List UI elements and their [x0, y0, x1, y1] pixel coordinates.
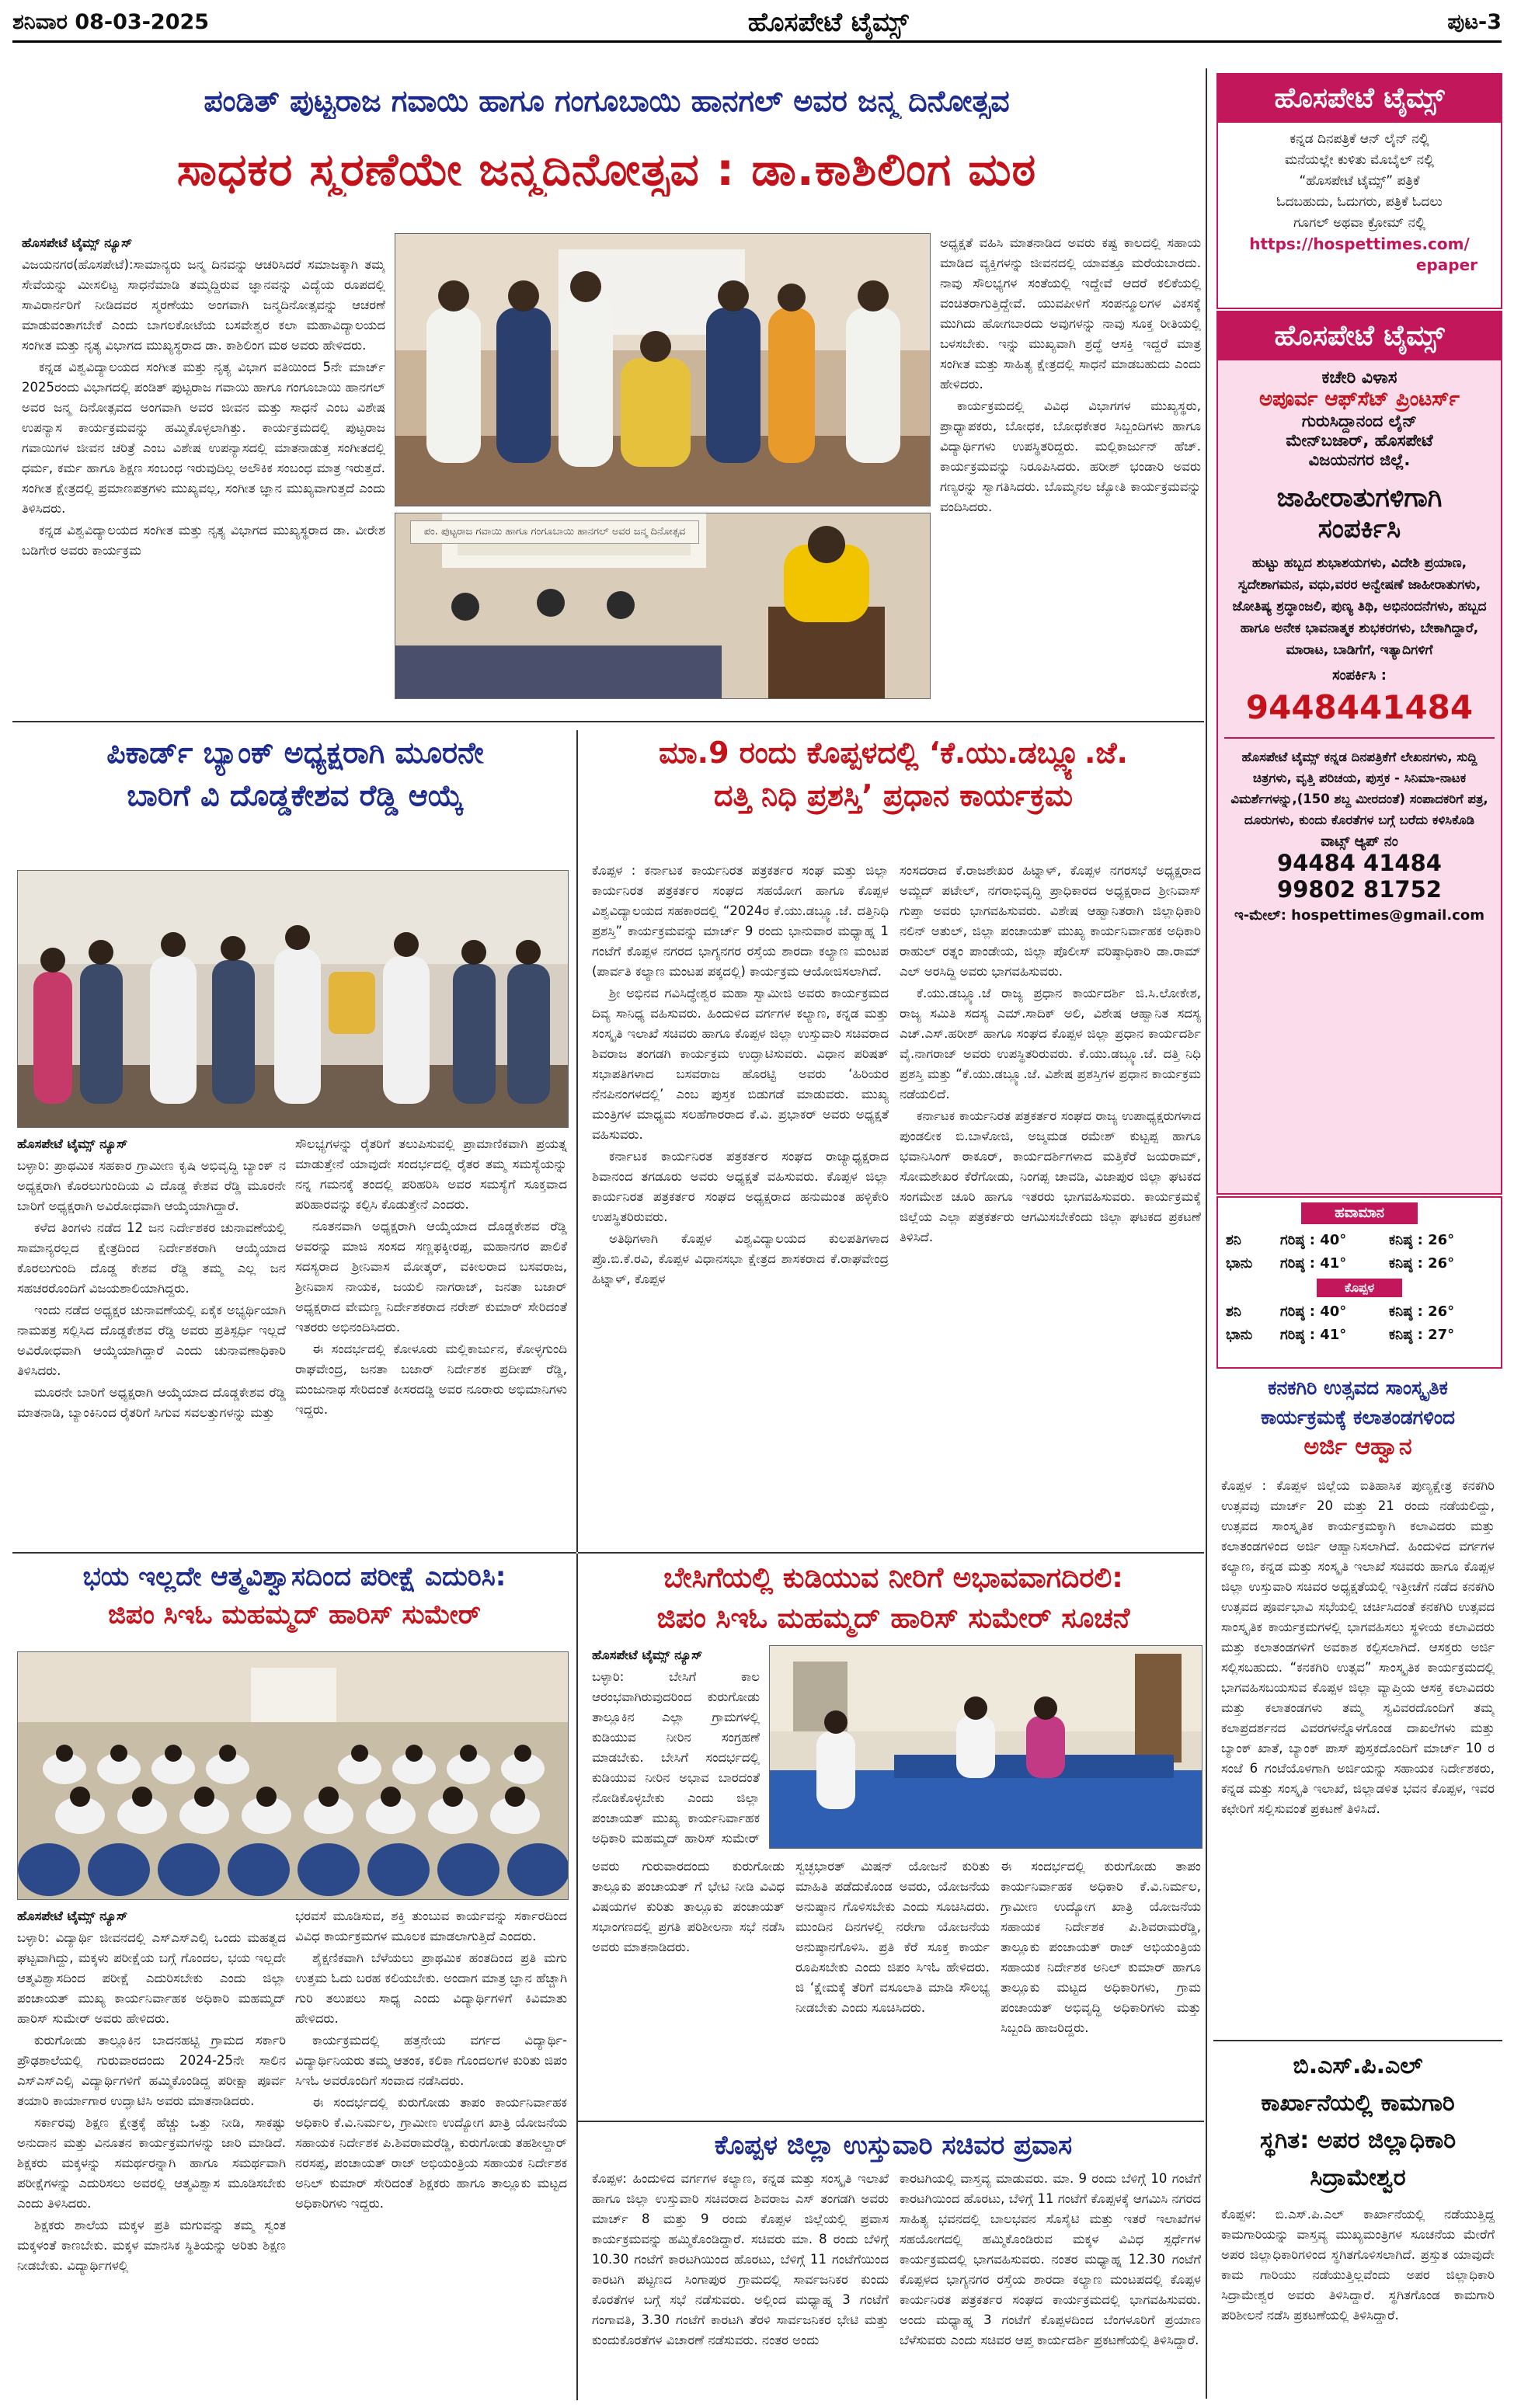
article8-para: ಕೊಪ್ಪಳ: ಬಿ.ಎಸ್.ಪಿ.ಎಲ್ ಕಾರ್ಖಾನೆಯಲ್ಲಿ ನಡೆಯುತ್ತಿದ್ದ ಕಾಮಗಾರಿಯನ್ನು ವಾಸ್ತವ್ಯ ಮುಖ್ಯಮಂತ್ರಿಗಳ ಸೂಚನೆಯ ಮೇರೆಗೆ ಅಪರ ಜಿಲ್ಲಾಧಿಕಾರಿಗಳಿಂದ ಸ್ಥಗಿತಗೊಳಿಸಲಾಗಿದೆ. ಪ್ರಸ್ತುತ ಯಾವುದೇ ಕಾಮ ಗಾರಿಯು ನಡೆಯುತ್ತಿಲ್ಲವೆಂದು ಅಪರ ಜಿಲ್ಲಾಧಿಕಾರಿ ಸಿದ್ರಾಮೇಶ್ವರ ಅವರು ತಿಳಿಸಿದ್ದಾರೆ. ಸ್ಥಗಿತಗೊಂಡ ಕಾಮಗಾರಿ ಪರಿಶೀಲನೆ ನಡೆಸಿ ಪ್ರಕಟಣೆಯಲ್ಲಿ ತಿಳಿಸಿದ್ದಾರೆ. — [1221, 2207, 1495, 2323]
ads-list: ಹುಟ್ಟು ಹಬ್ಬದ ಶುಭಾಶಯಗಳು, ವಿದೇಶಿ ಪ್ರಯಾಣ, ಸ್ವದೇಶಾಗಮನ, ವಧು,ವರರ ಅನ್ವೇಷಣೆ ಜಾಹೀರಾತುಗಳು, ಜೋತಿಷ್ಯ ಶ್ರದ್ಧಾಂಜಲಿ, ಪುಣ್ಯ ತಿಥಿ, ಅಭಿನಂದನೆಗಳು, ಹಬ್ಬದ ಹಾಗೂ ಅನೇಕ ಭಾವನಾತ್ಮಕ ಶುಭಕರಗಳು, ಬೇಕಾಗಿದ್ದಾರೆ, ಮಾರಾಟ, ಬಾಡಿಗೆಗೆ, ಇತ್ಯಾದಿಗಳಿಗೆ — [1232, 555, 1487, 658]
article4-headline — [12, 1558, 576, 1635]
article3-para: ಸಂಸದರಾದ ಕೆ.ರಾಜಶೇಖರ ಹಿಟ್ನಾಳ್, ಕೊಪ್ಪಳ ನಗರಸಭೆ ಅಧ್ಯಕ್ಷರಾದ ಅಮ್ಜದ್ ಪಟೇಲ್, ನಗರಾಭಿವೃದ್ಧಿ ಪ್ರಾಧಿಕಾರದ ಅಧ್ಯಕ್ಷರಾದ ಶ್ರೀನಿವಾಸ್ ಗುಪ್ತಾ ಅವರು ಭಾಗವಹಿಸುವರು. ವಿಶೇಷ ಆಹ್ವಾನಿತರಾಗಿ ಜಿಲ್ಲಾಧಿಕಾರಿ ನಲಿನ್ ಅತುಲ್, ಜಿಲ್ಲಾ ಪಂಚಾಯತ್ ಮುಖ್ಯ ಕಾರ್ಯನಿರ್ವಾಹಕ ಅಧಿಕಾರಿ ರಾಹುಲ್ ರತ್ನಂ ಪಾಂಡೇಯ, ಜಿಲ್ಲಾ ಪೊಲೀಸ್ ವರಿಷ್ಠಾಧಿಕಾರಿ ಡಾ.ರಾಮ್ ಎಲ್ ಅರಸಿದ್ದಿ ಅವರು ಭಾಗವಹಿಸುವರು. — [900, 863, 1201, 979]
page-number: ಪುಟ-3 — [1447, 10, 1502, 34]
epaper-line: ಓದಬಹುದು, ಓದುಗರು, ಪತ್ರಿಕೆ ಓದಲು — [1276, 194, 1443, 210]
article4-column2 — [295, 1906, 567, 2396]
article5-para: ಸ್ವಚ್ಛಭಾರತ್ ಮಿಷನ್ ಯೋಜನೆ ಕುರಿತು ಮಾಹಿತಿ ಪಡೆದುಕೊಂಡ ಅವರು, ಯೋಜನೆಯ ಅನುಷ್ಠಾನ ಗೊಳಿಸಬೇಕು ಎಂದು ಸೂಚಿಸಿದರು. ಮುಂದಿನ ದಿನಗಳಲ್ಲಿ ನರೇಗಾ ಯೋಜನೆಯ ಅನುಷ್ಠಾನಗೊಳಿಸಿ. ಪ್ರತಿ ಕೆರೆ ಸೂಕ್ತ ಕಾರ್ಯ ರೂಪಿಸಬೇಕು ಎಂದು ಜಿಪಂ ಸಿಇಓ ಹೇಳಿದರು. ಜಿ ‘ಕ್ಷೇಮಕ್ಕೆ ತೆರಿಗೆ ವಸೂಲಾತಿ ಮಾಡಿ ಸೌಲಭ್ಯ ನೀಡಬೇಕು ಎಂದು ಸೂಚಿಸಿದರು. — [795, 1859, 990, 2015]
weather-row — [1226, 1252, 1493, 1275]
epaper-line: ಗೂಗಲ್ ಅಥವಾ ಕ್ರೋಮ್ ನಲ್ಲಿ — [1293, 215, 1425, 231]
article5-photo — [769, 1645, 1202, 1849]
article5-para: ಈ ಸಂದರ್ಭದಲ್ಲಿ ಕುರುಗೋಡು ತಾಪಂ ಕಾರ್ಯನಿರ್ವಾಹಕ ಅಧಿಕಾರಿ ಕೆ.ವಿ.ನಿರ್ಮಲ, ಗ್ರಾಮೀಣ ಉದ್ಯೋಗ ಖಾತ್ರಿ ಯೋಜನೆಯ ಸಹಾಯಕ ನಿರ್ದೇಶಕ ಪಿ.ಶಿವರಾಮರೆಡ್ಡಿ, ತಾಲ್ಲೂಕು ಪಂಚಾಯತ್ ರಾಜ್ ಅಭಿಯಂತ್ರಿಯ ಸಹಾಯಕ ನಿರ್ದೇಶಕ ಅನಿಲ್ ಕುಮಾರ್ ಹಾಗೂ ತಾಲ್ಲೂಕು ಮಟ್ಟದ ಅಧಿಕಾರಿಗಳು, ಗ್ರಾಮ ಪಂಚಾಯತ್ ಅಭಿವೃದ್ಧಿ ಅಧಿಕಾರಿಗಳು ಮತ್ತು ಸಿಬ್ಬಂದಿ ಹಾಜರಿದ್ದರು. — [1001, 1859, 1201, 2035]
article3-headline-line2: ದತ್ತಿ ನಿಧಿ ಪ್ರಶಸ್ತಿ’ ಪ್ರಧಾನ ಕಾರ್ಯಕ್ರಮ — [713, 778, 1074, 813]
article6-column2 — [900, 2169, 1201, 2397]
address-line: ಮೇನ್‌ಬಜಾರ್, ಹೊಸಪೇಟೆ — [1286, 431, 1433, 450]
article3-para: ಕೆ.ಯು.ಡಬ್ಲ್ಯೂ.ಜೆ ರಾಜ್ಯ ಪ್ರಧಾನ ಕಾರ್ಯದರ್ಶಿ ಜಿ.ಸಿ.ಲೋಕೇಶ, ರಾಜ್ಯ ಸಮಿತಿ ಸದಸ್ಯ ಎಮ್.ಸಾದಿಕ್ ಅಲಿ, ವಿಶೇಷ ಆಹ್ವಾನಿತ ಸದಸ್ಯ ಎಚ್.ಎಸ್.ಹರೀಶ್ ಹಾಗೂ ಸಂಘದ ಕೊಪ್ಪಳ ಜಿಲ್ಲಾ ಪ್ರಧಾನ ಕಾರ್ಯದರ್ಶಿ ವೈ.ನಾಗರಾಜ್ ಅವರು ಉಪಸ್ಥಿತರಿರುವರು. ಕೆ.ಯು.ಡಬ್ಲ್ಯೂ.ಜೆ. ದತ್ತಿ ನಿಧಿ ಪ್ರಶಸ್ತಿ ಮತ್ತು “ಕೆ.ಯು.ಡಬ್ಲ್ಯೂ.ಜೆ. ವಿಶೇಷ ಪ್ರಶಸ್ತಿಗಳ ಪ್ರಧಾನ ಕಾರ್ಯಕ್ರಮ ನಡೆಯಲಿದೆ. — [900, 986, 1201, 1101]
weather-day: ಭಾನು — [1226, 1327, 1253, 1343]
article8-headline-line1: ಬಿ.ಎಸ್.ಪಿ.ಎಲ್ — [1293, 2052, 1423, 2079]
article1-photo-banner: ಪಂ. ಪುಟ್ಟರಾಜ ಗವಾಯಿ ಹಾಗೂ ಗಂಗೂಬಾಯಿ ಹಾನಗಲ್ ಅವರ ಜನ್ಮ ದಿನೋತ್ಸವ — [410, 520, 699, 544]
weather-day: ಶನಿ — [1226, 1303, 1241, 1320]
article6-para: ಕೊಪ್ಪಳ: ಹಿಂದುಳಿದ ವರ್ಗಗಳ ಕಲ್ಯಾಣ, ಕನ್ನಡ ಮತ್ತು ಸಂಸ್ಕೃತಿ ಇಲಾಖೆ ಹಾಗೂ ಜಿಲ್ಲಾ ಉಸ್ತುವಾರಿ ಸಚಿವರಾದ ಶಿವರಾಜ ಎಸ್ ತಂಗಡಗಿ ಅವರು ಮಾರ್ಚ್ 8 ಮತ್ತು 9 ರಂದು ಕೊಪ್ಪಳ ಜಿಲ್ಲೆಯಲ್ಲಿ ಪ್ರವಾಸ ಕಾರ್ಯಕ್ರಮವನ್ನು ಹಮ್ಮಿಕೊಂಡಿದ್ದಾರೆ. ಸಚಿವರು ಮಾ. 8 ರಂದು ಬೆಳಿಗ್ಗೆ 10.30 ಗಂಟೆಗೆ ಕಾರಟಗಿಯಿಂದ ಹೊರಟು, ಬೆಳಿಗ್ಗೆ 11 ಗಂಟೆಗೆಯಿಂದ ಕಾರಟಗಿ ಪಟ್ಟಣದ ಸಿಂಗಾಪುರ ಗ್ರಾಮದಲ್ಲಿ ಸಾರ್ವಜನಿಕರ ಕುಂದು ಕೊರತೆಗಳ ಬಗ್ಗೆ ಸಭೆ ನಡೆಸುವರು. ಅಲ್ಲಿಂದ ಮಧ್ಯಾಹ್ನ 3 ಗಂಟೆಗೆ ಗಂಗಾವತಿ, 3.30 ಗಂಟೆಗೆ ಕಾರಟಗಿ ತೆರಳಿ ಸಾರ್ವಜನಿಕರ ಭೇಟಿ ಮತ್ತು ಕುಂದುಕೊರತೆಗಳ ವಿಚಾರಣೆ ನಡೆಸುವರು. ನಂತರ ಅಂದು — [592, 2171, 889, 2347]
classroom-photo-image — [18, 1652, 568, 1899]
paper-name: ಹೊಸಪೇಟೆ ಟೈಮ್ಸ್ — [747, 7, 909, 38]
office-title: ಕಚೇರಿ ವಿಳಾಸ — [1321, 368, 1397, 388]
article2-para: ನೂತನವಾಗಿ ಅಧ್ಯಕ್ಷರಾಗಿ ಆಯ್ಕೆಯಾದ ದೊಡ್ಡಕೇಶವ ರೆಡ್ಡಿ ಅವರನ್ನು ಮಾಜಿ ಸಂಸದ ಸಣ್ಣಫಕ್ಕೀರಪ್ಪ, ಮಹಾನಗರ ಪಾಲಿಕೆ ಸದಸ್ಯರಾದ ಶ್ರೀನಿವಾಸ ಮೋತ್ಕರ್, ವಕೀಲರಾದ ಬಸವರಾಜ, ಶ್ರೀನಿವಾಸ ನಾಯಕ, ಜಯಲಿ ನಾಗರಾಜ್, ಜನತಾ ಬಜಾರ್ ಅಧ್ಯಕ್ಷರಾದ ವೇಮಣ್ಣ ನಿರ್ದೇಶಕರಾದ ನರೇಶ್ ಕುಮಾರ್ ಸೇರಿದಂತೆ ಇತರರು ಅಭಿನಂದಿಸಿದರು. — [295, 1219, 567, 1334]
divider — [1213, 2040, 1502, 2041]
article1-para: ಕನ್ನಡ ವಿಶ್ವವಿದ್ಯಾಲಯದ ಸಂಗೀತ ಮತ್ತು ನೃತ್ಯ ವಿಭಾಗದ ಮುಖ್ಯಸ್ಥರಾದ ಡಾ. ವೀರೇಶ ಬಡಿಗೇರ ಅವರು ಕಾರ್ಯಕ್ರಮ — [22, 523, 385, 558]
weather-max: ಗರಿಷ್ಠ : 41° — [1280, 1255, 1347, 1272]
article7-headline-line2: ಕಾರ್ಯಕ್ರಮಕ್ಕೆ ಕಲಾತಂಡಗಳಿಂದ — [1260, 1406, 1456, 1428]
article7-headline-line3: ಅರ್ಜಿ ಆಹ್ವಾನ — [1303, 1433, 1412, 1460]
article5-dateline: ಹೊಸಪೇಟೆ ಟೈಮ್ಸ್ ನ್ಯೂಸ್ — [592, 1648, 703, 1662]
article8-headline-line2: ಕಾರ್ಖಾನೆಯಲ್ಲಿ ಕಾಮಗಾರಿ — [1261, 2090, 1455, 2117]
article3-column2 — [900, 861, 1201, 1544]
website-link[interactable]: https://hospettimes.com/ — [1249, 235, 1470, 253]
article4-para: ಭರವಸೆ ಮೂಡಿಸುವ, ಶಕ್ತಿ ತುಂಬುವ ಕಾರ್ಯವನ್ನು ಸರ್ಕಾರದಿಂದ ವಿವಿಧ ಕಾರ್ಯಕ್ರಮಗಳ ಮೂಲಕ ಮಾಡಲಾಗುತ್ತಿದೆ ಎಂದರು. — [295, 1909, 567, 1943]
whatsapp-label: ವಾಟ್ಸ್ ಆ್ಯಪ್ ನಂ — [1321, 833, 1398, 850]
address-line: ವಿಜಯನಗರ ಜಿಲ್ಲೆ. — [1308, 451, 1411, 469]
article3-headline-line1: ಮಾ.9 ರಂದು ಕೊಪ್ಪಳದಲ್ಲಿ ‘ಕೆ.ಯು.ಡಬ್ಲ್ಯೂ.ಜೆ. — [659, 736, 1128, 770]
article1-para: ಕಾರ್ಯಕ್ರಮದಲ್ಲಿ ವಿವಿಧ ವಿಭಾಗಗಳ ಮುಖ್ಯಸ್ಥರು, ಪ್ರಾಧ್ಯಾಪಕರು, ಬೋಧಕ, ಬೋಧಕೇತರ ಸಿಬ್ಬಂದಿಗಳು ಹಾಗೂ ವಿದ್ಯಾರ್ಥಿಗಳು ಉಪಸ್ಥಿತರಿದ್ದರು. ಮಲ್ಲಿಕಾರ್ಜುನ್ ಹೆಚ್. ಕಾರ್ಯಕ್ರಮವನ್ನು ನಿರೂಪಿಸಿದರು. ಹರೀಶ್ ಭಂಡಾರಿ ಅವರು ಗಣ್ಯರನ್ನು ಸ್ವಾಗತಿಸಿದರು. ಬೊಮ್ಮನಲ ಜ್ಯೋತಿ ಕಾರ್ಯಕ್ರಮವನ್ನು ವಂದಿಸಿದರು. — [940, 398, 1201, 514]
divider — [1206, 68, 1207, 2399]
article6-para: ಕಾರಟಗಿಯಲ್ಲಿ ವಾಸ್ತವ್ಯ ಮಾಡುವರು. ಮಾ. 9 ರಂದು ಬೆಳಿಗ್ಗೆ 10 ಗಂಟೆಗೆ ಕಾರಟಗಿಯಿಂದ ಹೊರಟು, ಬೆಳಿಗ್ಗೆ 11 ಗಂಟೆಗೆ ಕೊಪ್ಪಳಕ್ಕೆ ಆಗಮಿಸಿ ನಗರದ ಸಾಹಿತ್ಯ ಭವನದಲ್ಲಿ ಬಾಲಭವನ ಸೊಸೈಟಿ ಮತ್ತು ಇತರೆ ಇಲಾಖೆಗಳ ಸಹಯೋಗದಲ್ಲಿ ಹಮ್ಮಿಕೊಂಡಿರುವ ಮಕ್ಕಳ ವಿವಿಧ ಸ್ಪರ್ಧೆಗಳ ಕಾರ್ಯಕ್ರಮದಲ್ಲಿ ಭಾಗವಹಿಸುವರು. ನಂತರ ಮಧ್ಯಾಹ್ನ 12.30 ಗಂಟೆಗೆ ಕೊಪ್ಪಳದ ಭಾಗ್ಯನಗರ ರಸ್ತೆಯ ಶಾರದಾ ಕಲ್ಯಾಣ ಮಂಟಪದಲ್ಲಿ ಕೊಪ್ಪಳ ಕಾರ್ಯನಿರತ ಪತ್ರಕರ್ತರ ಸಂಘದ ಕಾರ್ಯಕ್ರಮದಲ್ಲಿ ಭಾಗವಹಿಸುವರು. ಅಂದು ಮಧ್ಯಾಹ್ನ 3 ಗಂಟೆಗೆ ಕೊಪ್ಪಳದಿಂದ ಬೆಂಗಳೂರಿಗೆ ಪ್ರಯಾಣ ಬೆಳೆಸುವರು ಎಂದು ಸಚಿವರ ಆಪ್ತ ಕಾರ್ಯದರ್ಶಿ ಪ್ರಕಟಣೆಯಲ್ಲಿ ತಿಳಿಸಿದ್ದಾರೆ. — [900, 2171, 1201, 2347]
divider — [576, 1554, 578, 2400]
weather-day: ಶನಿ — [1226, 1232, 1241, 1248]
article8-headline-line3: ಸ್ಥಗಿತ: ಅಪರ ಜಿಲ್ಲಾಧಿಕಾರಿ — [1259, 2127, 1457, 2154]
article5-column1-top — [592, 1645, 760, 1849]
article3-para: ಕರ್ನಾಟಕ ಕಾರ್ಯನಿರತ ಪತ್ರಕರ್ತರ ಸಂಘದ ರಾಜ್ಯಾಧ್ಯಕ್ಷರಾದ ಶಿವಾನಂದ ತಗಡೂರು ಅವರು ಅಧ್ಯಕ್ಷತೆ ವಹಿಸುವರು. ಕೊಪ್ಪಳ ಜಿಲ್ಲಾ ಕಾರ್ಯನಿರತ ಪತ್ರಕರ್ತರ ಸಂಘದ ಅಧ್ಯಕ್ಷರಾದ ಹನುಮಂತ ಹಳ್ಳಿಕೇರಿ ಉಪಸ್ಥಿತರಿರುವರು. — [592, 1149, 889, 1224]
article1-para: ವಿಜಯನಗರ(ಹೊಸಪೇಟೆ):ಸಾಮಾನ್ಯರು ಜನ್ಮ ದಿನವನ್ನು ಆಚರಿಸಿದರೆ ಸಮಾಜಕ್ಕಾಗಿ ತಮ್ಮ ಸೇವೆಯನ್ನು ಮೀಸಲಿಟ್ಟ ಸಾಧನೆಮಾಡಿ ತಮ್ಮದ್ದಿರುವ ಜ್ಞಾನವನ್ನು ವಿದ್ಯೆಯ ರೂಪದಲ್ಲಿ ಸಾವಿರಾರ್ನರಿಗೆ ನೀಡಿದವರ ಸ್ಮರಣೆಯು ಅಂಗವಾಗಿ ಜನ್ಮದಿನೋತ್ಸವನ್ನು ಆಚರಣೆ ಮಾಡುವಂತಾಗಬೇಕೆ ಎಂದು ಬಾಗಲಕೋಟೆಯ ಬಸವೇಶ್ವರ ಕಲಾ ಮಹಾವಿದ್ಯಾಲಯದ ಸಂಗೀತ ಮತ್ತು ನೃತ್ಯ ವಿಭಾಗದ ಮುಖ್ಯಸ್ಥರಾದ ಡಾ. ಕಾಶಿಲಿಂಗ ಮಠ ಅವರು ಹೇಳಿದರು. — [22, 257, 385, 353]
weather-row — [1226, 1300, 1493, 1324]
masthead — [12, 5, 1502, 43]
epaper-line: ಮನೆಯಲ್ಲೇ ಕುಳಿತು ಮೊಬೈಲ್ ನಲ್ಲಿ — [1285, 152, 1434, 168]
article2-para: ಕಳೆದ ತಿಂಗಳು ನಡೆದ 12 ಜನ ನಿರ್ದೇಶಕರ ಚುನಾವಣೆಯಲ್ಲಿ ಸಾಮಾನ್ಯರಲ್ಲದ ಕ್ಷೇತ್ರದಿಂದ ನಿರ್ದೇಶಕರಾಗಿ ಆಯ್ಕೆಯಾದ ಕೊರಲುಗುಂದಿ ದೊಡ್ಡ ಕೇಶವ ರೆಡ್ಡಿ ತಮ್ಮ ಎಲ್ಲ ಜನ ಸಹಚರರೊಂದಿಗೆ ವಿಜಯಶಾಲಿಯಾಗಿದ್ದರು. — [17, 1220, 286, 1296]
article7-para: ಕೊಪ್ಪಳ : ಕೊಪ್ಪಳ ಜಿಲ್ಲೆಯ ಐತಿಹಾಸಿಕ ಪುಣ್ಯಕ್ಷೇತ್ರ ಕನಕಗಿರಿ ಉತ್ಸವವು ಮಾರ್ಚ್ 20 ಮತ್ತು 21 ರಂದು ನಡೆಯಲಿದ್ದು, ಉತ್ಸವದ ಸಾಂಸ್ಕೃತಿಕ ಕಾರ್ಯಕ್ರಮಕ್ಕಾಗಿ ಕಲಾವಿದರು ಮತ್ತು ಕಲಾತಂಡಗಳಿಂದ ಅರ್ಜಿ ಆಹ್ವಾನಿಸಲಾಗಿದೆ. ಹಿಂದುಳಿದ ವರ್ಗಗಳ ಕಲ್ಯಾಣ, ಕನ್ನಡ ಮತ್ತು ಸಂಸ್ಕೃತಿ ಇಲಾಖೆ ಸಚಿವರು ಹಾಗೂ ಕೊಪ್ಪಳ ಜಿಲ್ಲಾ ಉಸ್ತುವಾರಿ ಸಚಿವರ ಅಧ್ಯಕ್ಷತೆಯಲ್ಲಿ ಇತ್ತೀಚೆಗೆ ನಡೆದ ಕನಕಗಿರಿ ಉತ್ಸವದ ಪೂರ್ವಭಾವಿ ಸಭೆಯಲ್ಲಿ ಚರ್ಚಿಸಿದಂತೆ ಕನಕಗಿರಿ ಉತ್ಸವದ ಸಾಂಸ್ಕೃತಿಕ ಕಾರ್ಯಕ್ರಮಗಳಲ್ಲಿ ಭಾಗವಹಿಸಲು ಸ್ಥಳೀಯ ಕಲಾವಿದರು ಮತ್ತು ಕಲಾತಂಡಗಳಿಗೆ ಅವಕಾಶ ಕಲ್ಪಿಸಲಾಗಿದೆ. ಆಸಕ್ತರು ಅರ್ಜಿ ಸಲ್ಲಿಸಬಹುದು. “ಕನಕಗಿರಿ ಉತ್ಸವ” ಸಾಂಸ್ಕೃತಿಕ ಕಾರ್ಯಕ್ರಮದಲ್ಲಿ ಭಾಗವಹಿಸಬಯಸುವ ಕೊಪ್ಪಳ ಜಿಲ್ಲಾ ವ್ಯಾಪ್ತಿಯ ಆಸಕ್ತ ಕಲಾವಿದರು ಮತ್ತು ಕಲಾತಂಡಗಳು ತಮ್ಮ ಸ್ವವಿವರದೊಂದಿಗೆ ತಮ್ಮ ಕಲಾಪ್ರದರ್ಶನದ ವಿವರಗಳನ್ನೊಳಗೊಂಡ ದಾಖಲೆಗಳು ಮತ್ತು ಬ್ಯಾಂಕ್ ಖಾತೆ, ಬ್ಯಾಂಕ್ ಪಾಸ್ ಪುಸ್ತಕದೊಂದಿಗೆ ಮಾರ್ಚ್ 10 ರ ಸಂಜೆ 6 ಗಂಟೆಯೊಳಗಾಗಿ ಅರ್ಜಿಯನ್ನು ಸಹಾಯಕ ನಿರ್ದೇಶಕರು, ಕನ್ನಡ ಮತ್ತು ಸಂಸ್ಕೃತಿ ಇಲಾಖೆ, ಜಿಲ್ಲಾಡಳಿತ ಭವನ ಕೊಪ್ಪಳ, ಇವರ ಕಛೇರಿಗೆ ಸಲ್ಲಿಸುವಂತೆ ಪ್ರಕಟಣೆ ತಿಳಿಸಿದೆ. — [1221, 1478, 1495, 1816]
weather-title: ಹವಾಮಾನ — [1301, 1202, 1418, 1224]
weather-box — [1216, 1196, 1502, 1369]
article7-body — [1221, 1476, 1495, 2034]
article2-para: ಸೌಲಭ್ಯಗಳನ್ನು ರೈತರಿಗೆ ತಲುಪಿಸುವಲ್ಲಿ ಪ್ರಾಮಾಣಿಕವಾಗಿ ಪ್ರಯತ್ನ ಮಾಡುತ್ತೇನೆ ಯಾವುದೇ ಸಂದರ್ಭದಲ್ಲಿ ರೈತರ ತಮ್ಮ ಸಮಸ್ಯೆಯನ್ನು ನನ್ನ ಗಮನಕ್ಕೆ ತಂದಲ್ಲಿ ಪರಿಹರಿಸಿ ಅವರ ಸಮಸ್ಯೆಗೆ ಸೂಕ್ತವಾದ ಪರಿಹಾರವನ್ನು ಕಲ್ಪಿಸಿ ಕೊಡುತ್ತೇನೆ ಎಂದರು. — [295, 1136, 567, 1212]
issue-date: ಶನಿವಾರ 08-03-2025 — [12, 10, 210, 34]
article4-para: ಬಳ್ಳಾರಿ: ವಿದ್ಯಾರ್ಥಿ ಜೀವನದಲ್ಲಿ ಎಸ್ಎಸ್ಎಲ್ಸಿ ಒಂದು ಮಹತ್ವದ ಘಟ್ಟವಾಗಿದ್ದು, ಮಕ್ಕಳು ಪರೀಕ್ಷೆಯ ಬಗ್ಗೆ ಗೊಂದಲ, ಭಯ ಇಲ್ಲದೇ ಆತ್ಮವಿಶ್ವಾಸದಿಂದ ಪರೀಕ್ಷೆ ಎದುರಿಸಬೇಕು ಎಂದು ಜಿಲ್ಲಾ ಪಂಚಾಯತ್ ಮುಖ್ಯ ಕಾರ್ಯನಿರ್ವಾಹಕ ಅಧಿಕಾರಿ ಮಹಮ್ಮದ್ ಹಾರಿಸ್ ಸುಮೇರ್ ಅವರು ಹೇಳಿದರು. — [17, 1930, 286, 2026]
article1-dateline: ಹೊಸಪೇಟೆ ಟೈಮ್ಸ್ ನ್ಯೂಸ್ — [22, 235, 133, 250]
article2-photo — [17, 870, 569, 1128]
article1-right-column — [940, 233, 1201, 699]
article2-column1 — [17, 1134, 286, 1538]
article8-body — [1221, 2204, 1495, 2397]
article4-headline-line2: ಜಿಪಂ ಸಿಇಓ ಮಹಮ್ಮದ್ ಹಾರಿಸ್ ಸುಮೇರ್ — [108, 1599, 481, 1631]
weather-max: ಗರಿಷ್ಠ : 40° — [1280, 1232, 1347, 1248]
article3-column1 — [592, 861, 889, 1544]
article1-headline: ಸಾಧಕರ ಸ್ಮರಣೆಯೇ ಜನ್ಮದಿನೋತ್ಸವ : ಡಾ.ಕಾಶಿಲಿಂಗ ಮಠ — [176, 143, 1037, 196]
article1-para: ಅಧ್ಯಕ್ಷತೆ ವಹಿಸಿ ಮಾತನಾಡಿದ ಅವರು ಕಷ್ಟ ಕಾಲದಲ್ಲಿ ಸಹಾಯ ಮಾಡಿದ ವ್ಯಕ್ತಿಗಳನ್ನು ಜೀವನದಲ್ಲಿ ಯಾವತ್ತೂ ಮರೆಯಬಾರದು. ನಾವು ಸೌಲಭ್ಯಗಳ ಸಂತೆಯಲ್ಲಿ ಇದ್ದೇವೆ ಆದರೆ ಕಲಿಕೆಯಲ್ಲಿ ವಂಚಿತರಾಗುತ್ತಿದ್ದೇವೆ. ಯುವಪೀಳಿಗೆ ಸಂಪನ್ಮೂಲಗಳ ವಿಕಸಕ್ಕೆ ಮುಗಿದು ಹೋಗಬಾರದು ಅವುಗಳನ್ನು ನಾವು ಸೂಕ್ತ ರೀತಿಯಲ್ಲಿ ಬಳಸಬೇಕು. ಇನ್ನು ಮುಖ್ಯವಾಗಿ ಶ್ರದ್ಧೆ ಆಸಕ್ತಿ ಇದ್ದರೆ ಮಾತ್ರ ಸಂಗೀತ ಮತ್ತು ಸಾಹಿತ್ಯ ಕ್ಷೇತ್ರದಲ್ಲಿ ಸಾಧನೆ ಮಾಡಬಹುದು ಎಂದು ಹೇಳಿದರು. — [940, 235, 1201, 391]
article4-column1 — [17, 1906, 286, 2396]
sidebar-brand-2: ಹೊಸಪೇಟೆ ಟೈಮ್ಸ್ — [1218, 312, 1501, 360]
weather-row — [1226, 1229, 1493, 1252]
divider — [1224, 737, 1495, 739]
article8-headline — [1216, 2048, 1499, 2197]
divider — [578, 2121, 1204, 2122]
article4-para: ಶಿಕ್ಷಕರು ಶಾಲೆಯ ಮಕ್ಕಳ ಪ್ರತಿ ಮಗುವನ್ನು ತಮ್ಮ ಸ್ವಂತ ಮಕ್ಕಳಂತೆ ಕಾಣಬೇಕು. ಮಕ್ಕಳ ಮಾನಸಿಕ ಸ್ಥಿತಿಯನ್ನು ಅರಿತು ಶಿಕ್ಷಣ ನೀಡಬೇಕು. ವಿದ್ಯಾರ್ಥಿಗಳಲ್ಲಿ — [17, 2218, 286, 2273]
contact-email[interactable]: ಇ-ಮೇಲ್: hospettimes@gmail.com — [1234, 907, 1484, 924]
weather-min: ಕನಿಷ್ಠ : 26° — [1389, 1232, 1455, 1248]
article5-headline — [584, 1558, 1202, 1639]
ads-phone[interactable]: 9448441484 — [1245, 688, 1474, 726]
weather-min: ಕನಿಷ್ಠ : 27° — [1389, 1327, 1455, 1343]
article4-dateline: ಹೊಸಪೇಟೆ ಟೈಮ್ಸ್ ನ್ಯೂಸ್ — [17, 1909, 128, 1923]
article2-para: ಮೂರನೇ ಬಾರಿಗೆ ಅಧ್ಯಕ್ಷರಾಗಿ ಆಯ್ಕೆಯಾದ ದೊಡ್ಡಕೇಶವ ರೆಡ್ಡಿ ಮಾತನಾಡಿ, ಬ್ಯಾಂಕಿನಿಂದ ರೈತರಿಗೆ ಸಿಗುವ ಸವಲತ್ತುಗಳನ್ನು ಮತ್ತು — [17, 1385, 286, 1420]
divider — [12, 721, 1204, 722]
contact-title: ಸಂಪರ್ಕಿಸಿ — [1317, 513, 1401, 545]
divider — [578, 1552, 1204, 1554]
weather-subtitle: ಕೊಪ್ಪಳ — [1317, 1279, 1402, 1297]
article6-column1 — [592, 2169, 889, 2397]
article5-headline-line2: ಜಿಪಂ ಸಿಇಓ ಮಹಮ್ಮದ್ ಹಾರಿಸ್ ಸುಮೇರ್ ಸೂಚನೆ — [656, 1602, 1130, 1635]
article1-left-column — [22, 233, 385, 713]
address-line: ಗುರುಸಿದ್ದಾನಂದ ಲೈನ್ — [1301, 412, 1418, 430]
weather-min: ಕನಿಷ್ಠ : 26° — [1389, 1255, 1455, 1272]
article5-para: ಬಳ್ಳಾರಿ: ಬೇಸಿಗೆ ಕಾಲ ಆರಂಭವಾಗಿರುವುದರಿಂದ ಕುರುಗೋಡು ತಾಲ್ಲೂಕಿನ ಎಲ್ಲಾ ಗ್ರಾಮಗಳಲ್ಲಿ ಕುಡಿಯುವ ನೀರಿನ ಸಂಗ್ರಹಣೆ ಮಾಡಬೇಕು. ಬೇಸಿಗೆ ಸಂದರ್ಭದಲ್ಲಿ ಕುಡಿಯುವ ನೀರಿನ ಅಭಾವ ಬಾರದಂತೆ ನೋಡಿಕೊಳ್ಳಬೇಕು ಎಂದು ಜಿಲ್ಲಾ ಪಂಚಾಯತ್ ಮುಖ್ಯ ಕಾರ್ಯನಿರ್ವಾಹಕ ಅಧಿಕಾರಿ ಮಹಮ್ಮದ್ ಹಾರಿಸ್ ಸುಮೇರ್ — [592, 1669, 760, 1846]
felicitation-photo-image — [18, 871, 568, 1127]
article6-headline: ಕೊಪ್ಪಳ ಜಿಲ್ಲಾ ಉಸ್ತುವಾರಿ ಸಚಿವರ ಪ್ರವಾಸ — [714, 2130, 1073, 2161]
article3-para: ಕರ್ನಾಟಕ ಕಾರ್ಯನಿರತ ಪತ್ರಕರ್ತರ ಸಂಘದ ರಾಜ್ಯ ಉಪಾಧ್ಯಕ್ಷರುಗಳಾದ ಪುಂಡಲೀಕ ಬಿ.ಬಾಳೋಜಿ, ಅಜ್ಮಮಡ ರಮೇಶ್ ಕುಟ್ಟಪ್ಪ ಹಾಗೂ ಭವಾನಿಸಿಂಗ್ ಠಾಕೂರ್, ಕಾರ್ಯದರ್ಶಿಗಳಾದ ಮತ್ತಿಕೆರೆ ಜಯರಾಮ್, ಸೋಮಶೇಖರ ಕೆರೆಗೋಡು, ನಿಂಗಪ್ಪ ಚಾವಡಿ, ವಿಜಾಪುರ ಜಿಲ್ಲಾ ಘಟಕದ ಸಂಗಮೇಶ ಚೂರಿ ಹಾಗೂ ಇತರರು ಭಾಗವಹಿಸುವರು. ಕಾರ್ಯಕ್ರಮಕ್ಕೆ ಜಿಲ್ಲೆಯ ಎಲ್ಲಾ ಪತ್ರಕರ್ತರು ಆಗಮಿಸಬೇಕೆಂದು ಜಿಲ್ಲಾ ಘಟಕದ ಪ್ರಕಟಣೆ ತಿಳಿಸಿದೆ. — [900, 1108, 1201, 1244]
article2-column2 — [295, 1134, 567, 1538]
article5-column1-bottom — [592, 1856, 785, 2113]
epaper-line: ಕನ್ನಡ ದಿನಪತ್ರಿಕೆ ಆನ್ ಲೈನ್ ನಲ್ಲಿ — [1290, 131, 1429, 147]
meeting-photo-image — [770, 1646, 1202, 1848]
divider — [12, 1552, 576, 1554]
article3-headline — [584, 732, 1202, 817]
epaper-link[interactable]: epaper — [1415, 256, 1477, 274]
article2-dateline: ಹೊಸಪೇಟೆ ಟೈಮ್ಸ್ ನ್ಯೂಸ್ — [17, 1136, 128, 1151]
whatsapp-phone-2[interactable]: 99802 81752 — [1277, 876, 1442, 903]
article1-para: ಕನ್ನಡ ವಿಶ್ವವಿದ್ಯಾಲಯದ ಸಂಗೀತ ಮತ್ತು ನೃತ್ಯ ವಿಭಾಗ ವತಿಯಿಂದ 5ನೇ ಮಾರ್ಚ್ 2025ರಂದು ವಿಭಾಗದಲ್ಲಿ ಪಂಡಿತ್ ಪುಟ್ಟರಾಜ ಗವಾಯಿ ಹಾಗೂ ಗಂಗೂಬಾಯಿ ಹಾನಗಲ್ ಅವರ ಜನ್ಮ ದಿನೋತ್ಸವದ ಅಂಗವಾಗಿ ಅವರ ಜೀವನ ಮತ್ತು ಸಾಧನೆ ಎಂಬ ವಿಶೇಷ ಉಪನ್ಯಾಸ ಕಾರ್ಯಕ್ರಮವನ್ನು ಹಮ್ಮಿಕೊಳ್ಳಲಾಗಿತ್ತು. ಕಾರ್ಯಕ್ರಮದಲ್ಲಿ ಪುಟ್ಟರಾಜ ಗವಾಯಿಗಳ ಜೀವನ ಚರಿತ್ರೆ ಎಂಬ ವಿಶೇಷ ಉಪನ್ಯಾಸದಲ್ಲಿ ಮಾತನಾಡುತ್ತ ಸಂಗೀತದಲ್ಲಿ ಧರ್ಮ, ಕರ್ಮ ಹಾಗೂ ಶಿಕ್ಷಣ ಸಂಬಂಧ ಇರುವುದಿಲ್ಲ ಅಲೌಕಿಕ ಸಂಬಂಧ ಮಾತ್ರ ಇರುತ್ತದೆ. ಸಂಗೀತ ಕ್ಷೇತ್ರದಲ್ಲಿ ಪ್ರಮಾಣಪತ್ರಗಳು ಮುಖ್ಯವಲ್ಲ, ಸಂಗೀತ ಜ್ಞಾನ ಮುಖ್ಯವಾಗುತ್ತದೆ ಎಂದು ತಿಳಿಸಿದರು. — [22, 360, 385, 516]
article4-para: ಕಾರ್ಯಕ್ರಮದಲ್ಲಿ ಹತ್ತನೇಯ ವರ್ಗದ ವಿದ್ಯಾರ್ಥಿ-ವಿದ್ಯಾರ್ಥಿನಿಯರು ತಮ್ಮ ಆತಂಕ, ಕಲಿಕಾ ಗೊಂದಲಗಳ ಕುರಿತು ಜಿಪಂ ಸಿಇಓ ಅವರೊಂದಿಗೆ ಸಂವಾದ ನಡೆಸಿದರು. — [295, 2033, 567, 2088]
article2-headline-line1: ಪಿಕಾರ್ಡ್ ಬ್ಯಾಂಕ್ ಅಧ್ಯಕ್ಷರಾಗಿ ಮೂರನೇ — [106, 736, 484, 770]
article2-para: ಈ ಸಂದರ್ಭದಲ್ಲಿ ಕೋಳೂರು ಮಲ್ಲಿಕಾರ್ಜುನ, ಕೋಳ್ಳಗುಂದಿ ರಾಘವೇಂದ್ರ, ಜನತಾ ಬಜಾರ್ ನಿರ್ದೇಶಕ ಪ್ರದೀಪ್ ರೆಡ್ಡಿ, ಮಂಜುನಾಥ ಸೇರಿದಂತೆ ಕೀಸರದಡ್ಡಿ ಅವರ ನೂರಾರು ಅಭಿಮಾನಿಗಳು ಇದ್ದರು. — [295, 1341, 567, 1417]
article4-headline-line1: ಭಯ ಇಲ್ಲದೇ ಆತ್ಮವಿಶ್ವಾಸದಿಂದ ಪರೀಕ್ಷೆ ಎದುರಿಸಿ: — [82, 1561, 506, 1592]
article4-para: ಕುರುಗೋಡು ತಾಲ್ಲೂಕಿನ ಬಾದನಹಟ್ಟಿ ಗ್ರಾಮದ ಸರ್ಕಾರಿ ಪ್ರೌಢಶಾಲೆಯಲ್ಲಿ ಗುರುವಾರದಂದು 2024-25ನೇ ಸಾಲಿನ ಎಸ್ಎಸ್ಎಲ್ಸಿ ವಿದ್ಯಾರ್ಥಿಗಳಿಗೆ ಹಮ್ಮಿಕೊಂಡಿದ್ದ ಪರೀಕ್ಷಾ ಪೂರ್ವ ತಯಾರಿ ಕಾರ್ಯಾಗಾರ ಉದ್ಘಾಟಿಸಿ ಅವರು ಮಾತನಾಡಿದರು. — [17, 2033, 286, 2108]
article5-column3 — [1001, 1856, 1201, 2113]
group-photo-image — [395, 234, 930, 506]
contact-label: ಸಂಪರ್ಕಿಸಿ : — [1332, 667, 1387, 684]
divider — [576, 730, 578, 1552]
article3-para: ಅತಿಥಿಗಳಾಗಿ ಕೊಪ್ಪಳ ವಿಶ್ವವಿದ್ಯಾಲಯದ ಕುಲಪತಿಗಳಾದ ಪ್ರೊ.ಬಿ.ಕೆ.ರವಿ, ಕೊಪ್ಪಳ ವಿಧಾನಸಭಾ ಕ್ಷೇತ್ರದ ಶಾಸಕರಾದ ಕೆ.ರಾಘವೇಂದ್ರ ಹಿಟ್ನಾಳ್, ಕೊಪ್ಪಳ — [592, 1231, 889, 1286]
weather-max: ಗರಿಷ್ಠ : 41° — [1280, 1327, 1347, 1343]
ads-panel — [1216, 311, 1502, 1195]
weather-max: ಗರಿಷ್ಠ : 40° — [1280, 1303, 1347, 1320]
article2-headline-line2: ಬಾರಿಗೆ ವಿ ದೊಡ್ಡಕೇಶವ ರೆಡ್ಡಿ ಆಯ್ಕೆ — [127, 778, 464, 813]
classified-text: ಹೊಸಪೇಟೆ ಟೈಮ್ಸ್ ಕನ್ನಡ ದಿನಪತ್ರಿಕೆಗೆ ಲೇಖನಗಳು, ಸುದ್ದಿ ಚಿತ್ರಗಳು, ವೃತ್ತಿ ಪರಿಚಯ, ಪುಸ್ತಕ - ಸಿನಿಮಾ-ನಾಟಕ ವಿಮರ್ಶೆಗಳನ್ನು,(150 ಶಬ್ದ ಮೀರದಂತೆ) ಸಂಪಾದಕರಿಗೆ ಪತ್ರ, ದೂರುಗಳು, ಕುಂದು ಕೊರತೆಗಳ ಬಗ್ಗೆ ಬರೆದು ಕಳಿಸಿಕೊಡಿ — [1230, 750, 1488, 827]
article5-headline-line1: ಬೇಸಿಗೆಯಲ್ಲಿ ಕುಡಿಯುವ ನೀರಿಗೆ ಅಭಾವವಾಗದಿರಲಿ: — [663, 1562, 1123, 1594]
epaper-box — [1216, 73, 1502, 309]
article8-headline-line4: ಸಿದ್ರಾಮೇಶ್ವರ — [1310, 2164, 1406, 2191]
article4-para: ಈ ಸಂದರ್ಭದಲ್ಲಿ ಕುರುಗೋಡು ತಾಪಂ ಕಾರ್ಯನಿರ್ವಾಹಕ ಅಧಿಕಾರಿ ಕೆ.ವಿ.ನಿರ್ಮಲ, ಗ್ರಾಮೀಣ ಉದ್ಯೋಗ ಖಾತ್ರಿ ಯೋಜನೆಯ ಸಹಾಯಕ ನಿರ್ದೇಶಕ ಪಿ.ಶಿವರಾಮರೆಡ್ಡಿ, ಕುರುಗೋಡು ತಹಶೀಲ್ದಾರ್ ನರಸಪ್ಪ, ಪಂಚಾಯತ್ ರಾಜ್ ಅಭಿಯಂತ್ರಿಯ ಸಹಾಯಕ ನಿರ್ದೇಶಕ ಅನಿಲ್ ಕುಮಾರ್ ಸೇರಿದಂತೆ ಶಿಕ್ಷಕರು ಹಾಗೂ ತಾಲ್ಲೂಕು ಮಟ್ಟದ ಅಧಿಕಾರಿಗಳು ಇದ್ದರು. — [295, 2095, 567, 2211]
article1-kicker: ಪಂಡಿತ್ ಪುಟ್ಟರಾಜ ಗವಾಯಿ ಹಾಗೂ ಗಂಗೂಬಾಯಿ ಹಾನಗಲ್ ಅವರ ಜನ್ಮ ದಿನೋತ್ಸವ — [204, 84, 1010, 118]
article2-headline — [12, 732, 578, 817]
article4-photo — [17, 1651, 569, 1900]
article2-para: ಇಂದು ನಡೆದ ಅಧ್ಯಕ್ಷರ ಚುನಾವಣೆಯಲ್ಲಿ ಏಕೈಕ ಅಭ್ಯರ್ಥಿಯಾಗಿ ನಾಮಪತ್ರ ಸಲ್ಲಿಸಿದ ದೊಡ್ಡಕೇಶವ ರೆಡ್ಡಿ ಅವರು ಪ್ರತಿಸ್ಪರ್ಧಿ ಇಲ್ಲದೆ ಅವಿರೋಧವಾಗಿ ಆಯ್ಕೆಯಾಗಿದ್ದಾರೆ ಎಂದು ಚುನಾವಣಾಧಿಕಾರಿ ತಿಳಿಸಿದರು. — [17, 1303, 286, 1378]
article3-para: ಕೊಪ್ಪಳ : ಕರ್ನಾಟಕ ಕಾರ್ಯನಿರತ ಪತ್ರಕರ್ತರ ಸಂಘ ಮತ್ತು ಜಿಲ್ಲಾ ಕಾರ್ಯನಿರತ ಪತ್ರಕರ್ತರ ಸಂಘದ ಸಹಯೋಗ ಹಾಗೂ ಕೊಪ್ಪಳ ವಿಶ್ವವಿದ್ಯಾಲಯದ ಸಹಕಾರದಲ್ಲಿ “2024ರ ಕೆ.ಯು.ಡಬ್ಲ್ಯೂ.ಜೆ. ದತ್ತಿನಿಧಿ ಪ್ರಶಸ್ತಿ” ಕಾರ್ಯಕ್ರಮವನ್ನು ಮಾರ್ಚ್ 9 ರಂದು ಭಾನುವಾರ ಮಧ್ಯಾಹ್ನ 1 ಗಂಟೆಗೆ ಕೊಪ್ಪಳ ನಗರದ ಭಾಗ್ಯನಗರ ರಸ್ತೆಯ ಶಾರದಾ ಕಲ್ಯಾಣ ಮಂಟಪ (ಪಾರ್ವತಿ ಕಲ್ಯಾಣ ಮಂಟಪ ಪಕ್ಕದಲ್ಲಿ) ಕಾರ್ಯಕ್ರಮ ಆಯೋಜಿಸಲಾಗಿದೆ. — [592, 863, 889, 979]
article4-para: ಶೈಕ್ಷಣಿಕವಾಗಿ ಬೆಳೆಯಲು ಪ್ರಾಥಮಿಕ ಹಂತದಿಂದ ಪ್ರತಿ ಮಗು ಉತ್ತಮ ಓದು ಬರಹ ಕಲಿಯಬೇಕು. ಅಂದಾಗ ಮಾತ್ರ ಜ್ಞಾನ ಹೆಚ್ಚಾಗಿ ಗುರಿ ತಲುಪಲು ಸಾಧ್ಯ ಎಂದು ವಿದ್ಯಾರ್ಥಿಗಳಿಗೆ ಕಿವಿಮಾತು ಹೇಳಿದರು. — [295, 1950, 567, 2026]
epaper-text — [1218, 123, 1501, 276]
whatsapp-phone-1[interactable]: 94484 41484 — [1277, 850, 1442, 876]
article1-photo-group — [395, 233, 931, 506]
article3-para: ಶ್ರೀ ಅಭಿನವ ಗವಿಸಿದ್ಧೇಶ್ವರ ಮಹಾ ಸ್ವಾಮೀಜಿ ಅವರು ಕಾರ್ಯಕ್ರಮದ ದಿವ್ಯ ಸಾನಿಧ್ಯ ವಹಿಸುವರು. ಹಿಂದುಳಿದ ವರ್ಗಗಳ ಕಲ್ಯಾಣ, ಕನ್ನಡ ಮತ್ತು ಸಂಸ್ಕೃತಿ ಇಲಾಖೆ ಸಚಿವರು ಹಾಗೂ ಕೊಪ್ಪಳ ಜಿಲ್ಲಾ ಉಸ್ತುವಾರಿ ಸಚಿವರಾದ ಶಿವರಾಜ ತಂಗಡಗಿ ಕಾರ್ಯಕ್ರಮ ಉದ್ಘಾಟಿಸುವರು. ವಿಧಾನ ಪರಿಷತ್ ಸಭಾಪತಿಗಳಾದ ಬಸವರಾಜ ಹೊರಟ್ಟಿ ಅವರು ‘ಹಿರಿಯರ ನೆನಪಿನಂಗಳದಲ್ಲಿ’ ಎಂಬ ಪುಸ್ತಕ ಬಿಡುಗಡೆ ಮಾಡುವರು. ಮುಖ್ಯ ಮಂತ್ರಿಗಳ ಮಾಧ್ಯಮ ಸಲಹೆಗಾರರಾದ ಕೆ.ವಿ. ಪ್ರಭಾಕರ್ ಅವರು ಅಧ್ಯಕ್ಷತೆ ವಹಿಸುವರು. — [592, 986, 889, 1142]
article7-headline — [1216, 1373, 1499, 1462]
article5-column2 — [795, 1856, 990, 2113]
weather-min: ಕನಿಷ್ಠ : 26° — [1389, 1303, 1455, 1320]
article4-para: ಸರ್ಕಾರವು ಶಿಕ್ಷಣ ಕ್ಷೇತ್ರಕ್ಕೆ ಹೆಚ್ಚು ಒತ್ತು ನೀಡಿ, ಸಾಕಷ್ಟು ಅನುದಾನ ಮತ್ತು ವಿನೂತನ ಕಾರ್ಯಕ್ರಮಗಳನ್ನು ಜಾರಿ ಮಾಡಿದೆ. ಶಿಕ್ಷಕರು ಮಕ್ಕಳನ್ನು ಸಮರ್ಥರನ್ನಾಗಿ ಹಾಗೂ ಸಮರ್ಥವಾಗಿ ಪರೀಕ್ಷೆಗಳನ್ನು ಎದುರಿಸಲು ಅವರಲ್ಲಿ ಆತ್ಮವಿಶ್ವಾಸ ಮೂಡಿಸಬೇಕು ಎಂದು ತಿಳಿಸಿದರು. — [17, 2115, 286, 2211]
press-name: ಅಪೂರ್ವ ಆಫ್‌ಸೆಟ್ ಪ್ರಿಂಟರ್ಸ್ — [1259, 388, 1460, 411]
sidebar-brand: ಹೊಸಪೇಟೆ ಟೈಮ್ಸ್ — [1218, 75, 1501, 123]
article5-para: ಅವರು ಗುರುವಾರದಂದು ಕುರುಗೋಡು ತಾಲ್ಲೂಕು ಪಂಚಾಯತ್ ಗೆ ಭೇಟಿ ನೀಡಿ ವಿವಿಧ ವಿಷಯಗಳ ಕುರಿತು ತಾಲ್ಲೂಕು ಪಂಚಾಯತ್ ಸಭಾಂಗಣದಲ್ಲಿ ಪ್ರಗತಿ ಪರಿಶೀಲನಾ ಸಭೆ ನಡೆಸಿ ಅವರು ಮಾತನಾಡಿದರು. — [592, 1859, 785, 1954]
weather-row — [1226, 1324, 1493, 1347]
article7-headline-line1: ಕನಕಗಿರಿ ಉತ್ಸವದ ಸಾಂಸ್ಕೃತಿಕ — [1268, 1376, 1448, 1399]
epaper-line: “ಹೊಸಪೇಟೆ ಟೈಮ್ಸ್” ಪತ್ರಿಕೆ — [1299, 173, 1420, 189]
article2-para: ಬಳ್ಳಾರಿ: ಪ್ರಾಥಮಿಕ ಸಹಕಾರ ಗ್ರಾಮೀಣ ಕೃಷಿ ಅಭಿವೃದ್ಧಿ ಬ್ಯಾಂಕ್ ನ ಅಧ್ಯಕ್ಷರಾಗಿ ಕೊರಲುಗುಂದಿಯ ವಿ ದೊಡ್ಡ ಕೇಶವ ರೆಡ್ಡಿ ಮೂರನೇ ಬಾರಿಗೆ ಅಧ್ಯಕ್ಷರಾಗಿ ಅವಿರೋಧವಾಗಿ ಆಯ್ಕೆಯಾಗಿದ್ದಾರೆ. — [17, 1158, 286, 1213]
weather-day: ಭಾನು — [1226, 1255, 1253, 1272]
ads-title: ಜಾಹೀರಾತುಗಳಿಗಾಗಿ — [1276, 482, 1443, 513]
